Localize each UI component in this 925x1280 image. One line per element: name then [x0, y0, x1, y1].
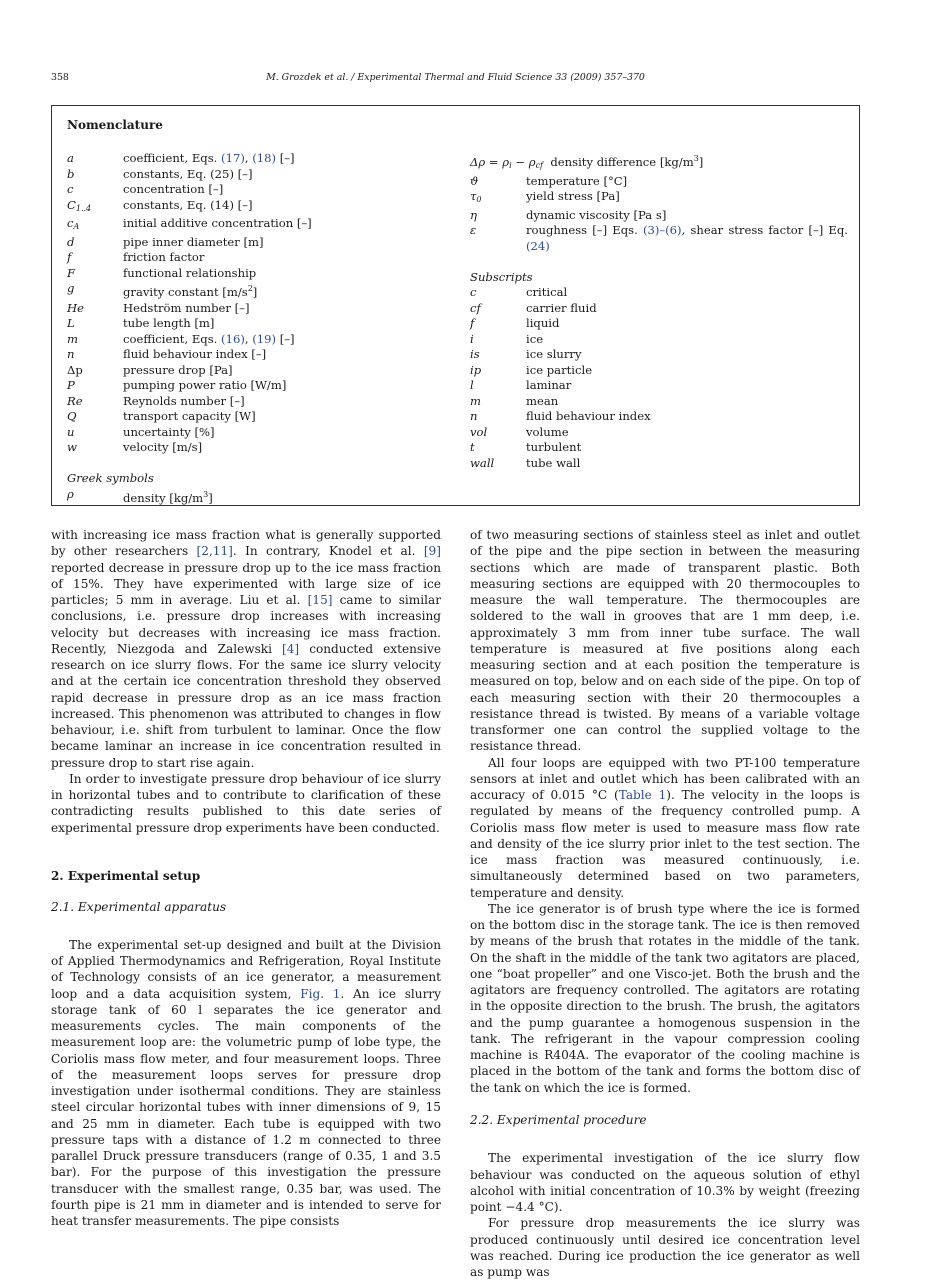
subsection-title: 2.2. Experimental procedure: [470, 1113, 647, 1127]
nomen-entry: u uncertainty [%]: [67, 424, 215, 439]
subsection-title: 2.1. Experimental apparatus: [51, 899, 227, 914]
section-title: 2. Experimental setup: [51, 869, 201, 884]
paragraph: The ice generator is of brush type where the ice is formed on the bottom disc in the storage tank. The ice is then removed by means of the brush that rotates in the middle of the tank. On the shaft in the middle of the tank two agitators are placed, one “boat propeller” and one Visco-jet. Both the brush and the agitators are frequency controlled. The agitators are rotating in the opposite direction to the brush. The brush, the agitators and the pump guarantee a homogenous suspension in the tank. The refrigerant in the vapour compression cooling machine is R404A. The evaporator of the cooling machine is placed in the bottom of the tank and forms the bottom disc of the tank on which the ice is formed.: [470, 901, 860, 1095]
nomen-entry: cA initial additive concentration [–]: [67, 216, 312, 231]
nomen-entry: l laminar: [470, 378, 572, 392]
nomen-entry: cf carrier fluid: [470, 300, 597, 315]
nomen-entry: f friction factor: [67, 250, 205, 264]
reference-link[interactable]: [15]: [307, 593, 333, 607]
nomen-entry: P pumping power ratio [W/m]: [67, 378, 287, 392]
reference-link[interactable]: [2,11]: [196, 544, 233, 559]
body-right-column: [470, 527, 860, 1280]
nomen-entry: is ice slurry: [470, 347, 582, 361]
nomen-entry: Re Reynolds number [–]: [67, 393, 245, 408]
paragraph: The experimental set-up designed and built at the Division of Applied Thermodynamics and Refrigeration, Royal Institute of Technology consists of an ice generator, a measurement loop and a data acquisition system, Fig. 1. An ice slurry storage tank of 60 l separates the ice generator and measurements cycles. The main components of the measurement loop are: the volumetric pump of lobe type, the Coriolis mass flow meter, and four measurement loops. Three of the measurement loops serves for pressure drop investigation under isothermal conditions. They are stainless steel circular horizontal tubes with inner dimensions of 9, 15 and 25 mm in diameter. Each tube is equipped with two pressure taps with a distance of 1.2 m connected to three parallel Druck pressure transducers (range of 0.35, 1 and 3.5 bar). For the purpose of this investigation the pressure transducer with the smallest range, 0.35 bar, was used. The fourth pipe is 21 mm in diameter and is intended to serve for heat transfer measurements. The pipe consists: [51, 937, 441, 1228]
table-link[interactable]: Table 1: [618, 788, 667, 802]
nomen-entry: i ice: [470, 331, 544, 346]
nomen-entry: b constants, Eq. (25) [–]: [67, 166, 253, 181]
nomen-entry: n fluid behaviour index: [470, 409, 651, 423]
nomen-entry: c concentration [–]: [67, 182, 224, 196]
greek-symbols-heading: Greek symbols: [67, 471, 154, 485]
equation-link[interactable]: (17): [221, 151, 245, 165]
journal-citation: M. Grozdek et al. / Experimental Thermal and Fluid Science 33 (2009) 357–370: [266, 72, 645, 83]
body-left-column: [51, 527, 441, 1229]
nomen-entry: ρ density $[kg/m^3]$: [67, 486, 213, 505]
nomen-entry: w velocity [m/s]: [67, 440, 203, 454]
nomen-entry: vol volume: [470, 424, 569, 439]
nomen-entry: a coefficient, Eqs. (17), (18) [–]: [67, 151, 295, 165]
paragraph: with increasing ice mass fraction what is generally supported by other researchers [2,11]. In contrary, Knodel et al. [9] reported decrease in pressure drop up to the ice mass fraction of 15%. They have experimented with large size of ice particles; 5 mm in average. Liu et al. [15] came to similar conclusions, i.e. pressure drop increases with increasing velocity but decreases with increasing ice mass fraction. Recently, Niezgoda and Zalewski [4] conducted extensive research on ice slurry flows. For the same ice slurry velocity and at the certain ice concentration threshold they observed rapid decrease in pressure drop as an ice mass fraction increased. This phenomenon was attributed to changes in flow behaviour, i.e. shift from turbulent to laminar. Once the flow became laminar an increase in ice concentration resulted in pressure drop to start rise again.: [51, 528, 441, 770]
nomen-entry: t turbulent: [470, 440, 582, 454]
reference-link[interactable]: [9]: [423, 544, 441, 559]
equation-link[interactable]: (3)–(6): [642, 223, 682, 237]
page-number: 358: [51, 72, 69, 83]
nomen-entry: c critical: [470, 285, 568, 299]
nomen-entry: F functional relationship: [67, 265, 257, 280]
equation-link[interactable]: (18): [252, 151, 277, 165]
nomen-entry: η dynamic viscosity [Pa s]: [470, 207, 667, 222]
nomen-entry: ip ice particle: [470, 362, 593, 377]
nomenclature-box: [51, 105, 860, 506]
paragraph: All four loops are equipped with two PT-100 temperature sensors at inlet and outlet which has been calibrated with an accuracy of 0.015 °C (Table 1). The velocity in the loops is regulated by means of the frequency controlled pump. A Coriolis mass flow meter is used to measure mass flow rate and density of the ice slurry prior inlet to the test section. The ice mass fraction was measured continuously, i.e. simultaneously determined based on two parameters, temperature and density.: [470, 755, 860, 900]
nomen-entry: ϑ temperature [°C]: [470, 173, 628, 188]
paragraph: The experimental investigation of the ice slurry flow behaviour was conducted on the aqueous solution of ethyl alcohol with initial concentration of 10.3% by weight (freezing point −4.4 °C).: [470, 1151, 860, 1214]
reference-link[interactable]: [4]: [282, 641, 300, 656]
nomen-entry: n fluid behaviour index [–]: [67, 347, 267, 361]
paragraph: of two measuring sections of stainless steel as inlet and outlet of the pipe and the pipe section in between the measuring sections which are made of transparent plastic. Both measuring sections are equipped with 20 thermocouples to measure the wall temperature. The thermocouples are soldered to the wall in grooves that are 1 mm deep, i.e. approximately 3 mm from inner tube surface. The wall temperature is measured at five positions along each measuring section and at each position the temperature is measured on top, below and on each side of the pipe. On top of each measuring section with their 20 thermocouples a resistance thread is twisted. By means of a variable voltage transformer one can control the supplied voltage to the resistance thread.: [470, 528, 860, 754]
nomen-entry: C1..4 constants, Eq. (14) [–]: [67, 197, 253, 213]
nomen-entry: Q transport capacity [W]: [67, 409, 256, 423]
paragraph: For pressure drop measurements the ice slurry was produced continuously until desired ice concentration level was reached. During ice production the ice generator as well as pump was: [470, 1216, 860, 1279]
nomen-entry: ε roughness [–] Eqs. (3)–(6), shear stress factor [–] Eq. (24): [470, 223, 848, 253]
nomen-entry: m coefficient, Eqs. (16), (19) [–]: [67, 331, 295, 346]
nomen-entry: g gravity constant $[m/s^2]$: [67, 281, 258, 299]
subscripts-heading: Subscripts: [470, 269, 533, 284]
equation-link[interactable]: (19): [252, 331, 277, 346]
nomenclature-left-column: [67, 151, 452, 506]
nomen-entry: τ0 yield stress [Pa]: [470, 189, 620, 204]
nomen-entry: He Hedström number [–]: [67, 300, 250, 315]
nomen-entry: Δρ = ρi − ρcf density difference $[kg/m^3]$: [470, 154, 704, 170]
figure-link[interactable]: Fig. 1: [300, 986, 341, 1001]
paragraph: In order to investigate pressure drop behaviour of ice slurry in horizontal tubes and to contribute to clarification of these contradicting results published to this date series of experimental pressure drop experiments have been conducted.: [51, 771, 441, 835]
page-header: [51, 72, 860, 88]
nomen-entry: m mean: [470, 393, 559, 408]
equation-link[interactable]: (16): [221, 331, 245, 346]
nomenclature-right-column: [470, 151, 848, 471]
nomen-entry: d pipe inner diameter [m]: [67, 234, 264, 249]
nomen-entry: f liquid: [470, 316, 560, 330]
nomenclature-title: Nomenclature: [67, 118, 163, 132]
nomen-entry: L tube length [m]: [67, 316, 215, 330]
nomen-entry: wall tube wall: [470, 455, 581, 470]
equation-link[interactable]: (24): [526, 238, 550, 253]
nomen-entry: Δp pressure drop [Pa]: [67, 362, 233, 377]
